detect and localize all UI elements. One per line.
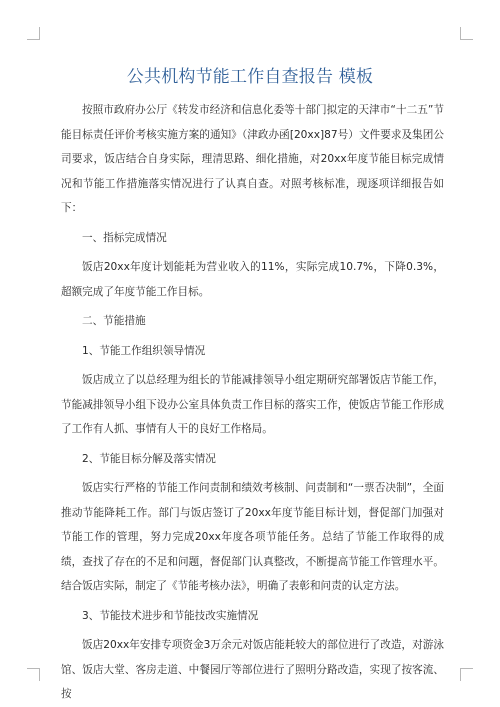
- crop-mark-bottom-right: [460, 668, 473, 681]
- indicators-paragraph: 饭店20xx年度计划能耗为营业收入的11%，实际完成10.7%，下降0.3%，超额完成了年度节能工作目标。: [61, 261, 444, 298]
- subheading-leadership: 1、节能工作组织领导情况: [82, 344, 206, 357]
- crop-mark-bottom-left: [27, 668, 40, 681]
- crop-mark-top-left: [27, 27, 40, 40]
- document-body: [61, 98, 444, 707]
- intro-paragraph: 按照市政府办公厅《转发市经济和信息化委等十部门拟定的天津市“十二五”节能目标责任评价考核实施方案的通知》（津政办函[20xx]87号）文件要求及集团公司要求，饭店结合自身实际，理清思路、细化措施，对20xx年度节能目标完成情况和节能工作措施落实情况进行了认真自查。对照考核标准，现逐项详细报告如下：: [61, 104, 444, 214]
- crop-mark-top-right: [460, 27, 473, 40]
- document-title: 公共机构节能工作自查报告 模板: [126, 67, 374, 87]
- section-heading-measures: 二、节能措施: [82, 315, 146, 327]
- target-breakdown-paragraph: 饭店实行严格的节能工作问责制和绩效考核制、问责制和“一票否决制”，全面推动节能降耗工作。部门与饭店签订了20xx年度节能目标计划，督促部门加强对节能工作的管理，努力完成20xx年度各项节能任务。总结了节能工作取得的成绩，查找了存在的不足和问题，督促部门认真整改，不断提高节能工作管理水平。结合饭店实际，制定了《节能考核办法》，明确了表彰和问责的认定方法。: [61, 482, 444, 592]
- subheading-target-breakdown: 2、节能目标分解及落实情况: [82, 452, 216, 465]
- subheading-tech-progress: 3、节能技术进步和节能技改实施情况: [82, 609, 259, 622]
- leadership-paragraph: 饭店成立了以总经理为组长的节能减排领导小组定期研究部署饭店节能工作，节能减排领导小组下设办公室具体负责工作目标的落实工作，使饭店节能工作形成了工作有人抓、事情有人干的良好工作格局。: [61, 374, 444, 435]
- tech-progress-paragraph: 饭店20xx年安排专项资金3万余元对饭店能耗较大的部位进行了改造，对游泳馆、饭店大堂、客房走道、中餐园厅等部位进行了照明分路改造，实现了按客流、按: [61, 639, 444, 700]
- section-heading-indicators: 一、指标完成情况: [82, 231, 167, 244]
